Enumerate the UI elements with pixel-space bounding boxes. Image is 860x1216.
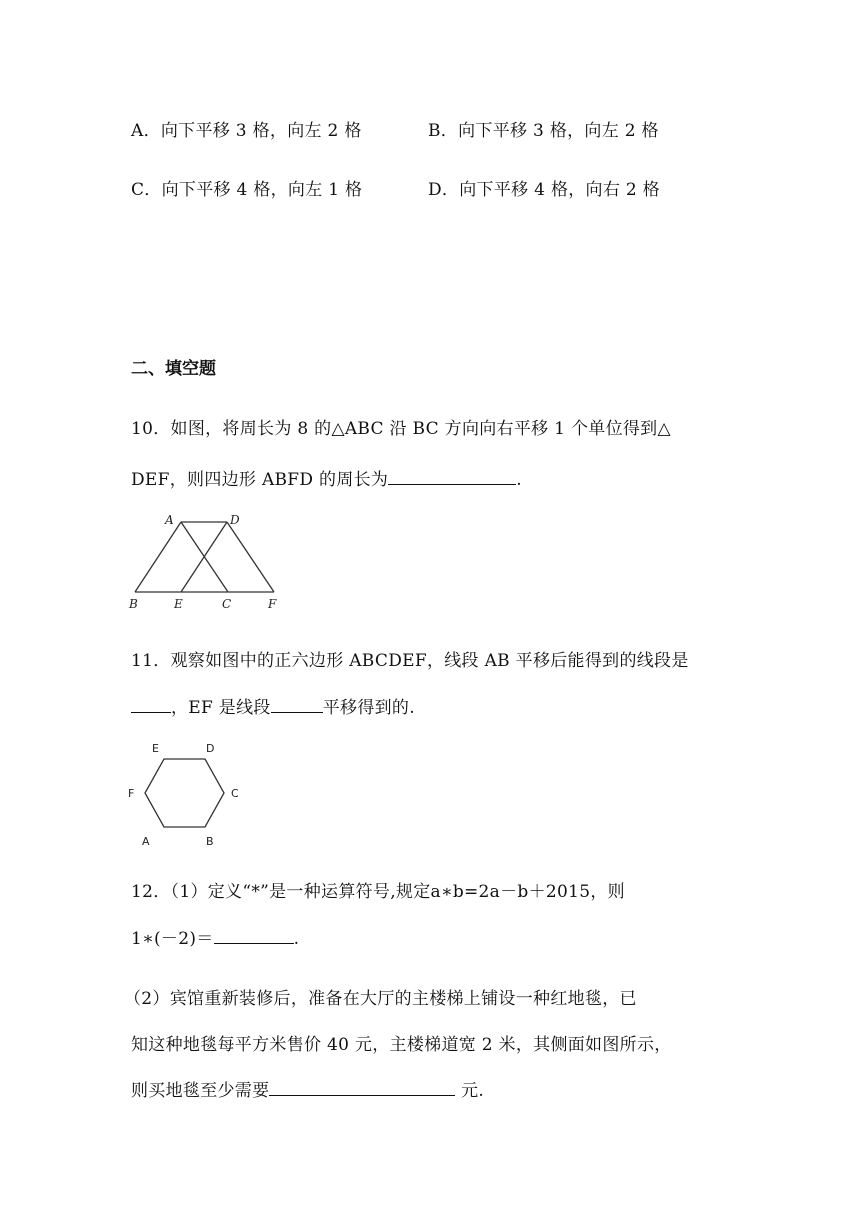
q12-answer-blank-1[interactable] <box>214 927 294 944</box>
fig10-label-f: F <box>268 597 277 611</box>
fig10-label-a: A <box>165 513 174 527</box>
q12-period: . <box>293 929 300 949</box>
q12-part2-text: 则买地毯至少需要 <box>131 1081 270 1101</box>
fig10-label-e: E <box>174 597 183 611</box>
fig10-label-c: C <box>222 597 232 611</box>
q10-line1: 10．如图，将周长为 8 的△ABC 沿 BC 方向向右平移 1 个单位得到△ <box>131 419 671 439</box>
q12-line2 <box>131 924 299 949</box>
fig11-label-c: C <box>231 787 239 800</box>
fig10-label-d: D <box>230 513 240 527</box>
q12-part2-line1: （2）宾馆重新装修后，准备在大厅的主楼梯上铺设一种红地毯，已 <box>124 989 637 1009</box>
q12-answer-blank-2[interactable] <box>269 1079 455 1096</box>
q11-text-mid: ，EF 是线段 <box>171 698 271 718</box>
q10-line2 <box>131 465 522 490</box>
figure-regular-hexagon <box>122 738 247 850</box>
q11-text-post: 平移得到的. <box>322 698 415 718</box>
q12-expression: 1∗(－2)＝ <box>131 929 214 949</box>
figure-translated-triangles <box>125 510 290 615</box>
q10-answer-blank[interactable] <box>388 468 516 485</box>
option-a: A．向下平移 3 格，向左 2 格 <box>131 121 362 141</box>
q12-part2-line2: 知这种地毯每平方米售价 40 元，主楼梯道宽 2 米，其侧面如图所示， <box>131 1035 672 1055</box>
q11-line1: 11．观察如图中的正六边形 ABCDEF，线段 AB 平移后能得到的线段是 <box>131 651 689 671</box>
q12-part2-unit: 元. <box>461 1081 485 1101</box>
q11-answer-blank-2[interactable] <box>271 696 323 713</box>
q11-line2 <box>131 693 415 718</box>
fig11-label-b: B <box>206 835 214 848</box>
option-b: B．向下平移 3 格，向左 2 格 <box>428 121 659 141</box>
fig10-label-b: B <box>129 597 138 611</box>
q10-period: . <box>516 470 522 490</box>
section-heading: 二、填空题 <box>131 359 216 379</box>
option-c: C．向下平移 4 格，向左 1 格 <box>131 180 363 200</box>
q11-answer-blank-1[interactable] <box>131 696 171 713</box>
fig11-label-e: E <box>152 742 159 755</box>
fig11-label-d: D <box>206 742 215 755</box>
q12-part2-line3 <box>131 1076 484 1101</box>
fig11-label-f: F <box>128 787 135 800</box>
option-d: D．向下平移 4 格，向右 2 格 <box>428 180 660 200</box>
fig11-label-a: A <box>142 835 150 848</box>
q12-line1: 12．（1）定义“*”是一种运算符号,规定a∗b=2a－b＋2015，则 <box>131 882 625 902</box>
q10-text: DEF，则四边形 ABFD 的周长为 <box>131 470 389 490</box>
